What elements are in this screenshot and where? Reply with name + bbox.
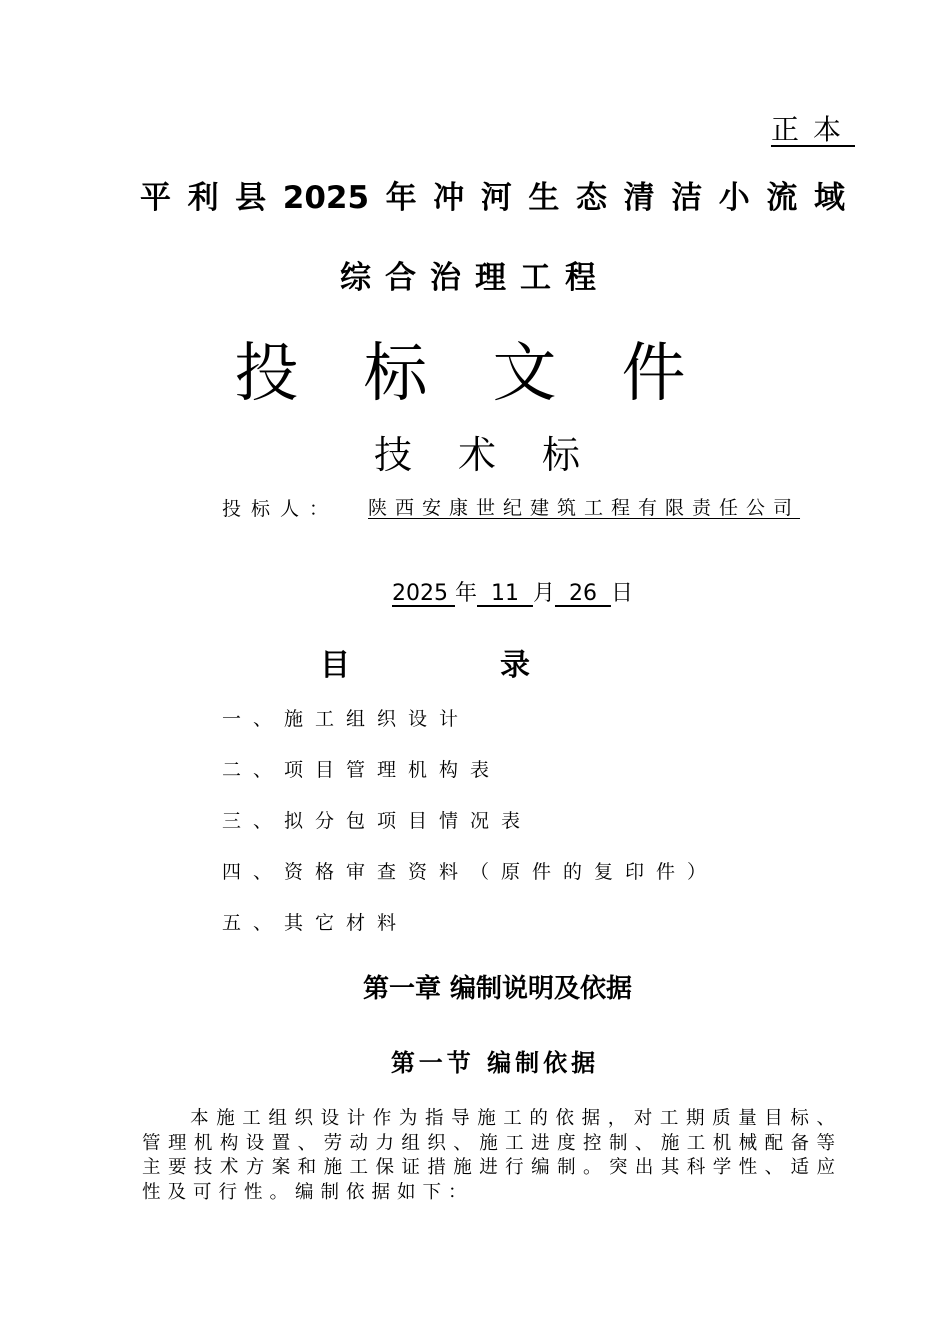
project-name-line1: 平利县2025年冲河生态清洁小流域	[140, 180, 845, 216]
toc-item: 三、拟分包项目情况表	[222, 810, 533, 832]
body-paragraph: 本施工组织设计作为指导施工的依据，对工期质量目标、管理机构设置、劳动力组织、施工进度控制、施工机械配备等主要技术方案和施工保证措施进行编制。突出其科学性、适应性及可行性。编制依据如下：	[142, 1108, 842, 1203]
date-year-unit: 年	[454, 581, 477, 606]
section-title: 第一节 编制依据	[390, 1049, 600, 1077]
signing-date	[392, 576, 633, 607]
bidder-name: 陕西安康世纪建筑工程有限责任公司	[368, 497, 801, 519]
document-subtitle: 技术标	[373, 433, 626, 477]
document-title: 投标文件	[234, 337, 751, 411]
date-month-unit: 月	[532, 581, 555, 606]
date-year: 2025	[392, 581, 455, 606]
toc-item: 二、项目管理机构表	[222, 759, 502, 781]
toc-item: 四、资格审查资料（原件的复印件）	[222, 861, 719, 883]
toc-item: 一、施工组织设计	[222, 708, 471, 730]
date-day-unit: 日	[610, 581, 633, 606]
date-month: 11	[477, 581, 533, 606]
toc-item: 五、其它材料	[222, 912, 409, 934]
chapter-title: 第一章 编制说明及依据	[362, 974, 633, 1004]
bidder-label: 投标人：	[222, 498, 339, 520]
date-day: 26	[554, 581, 611, 606]
copy-label: 正本	[770, 113, 855, 146]
project-name-line2: 综合治理工程	[340, 260, 610, 296]
toc-title: 目录	[320, 648, 680, 683]
